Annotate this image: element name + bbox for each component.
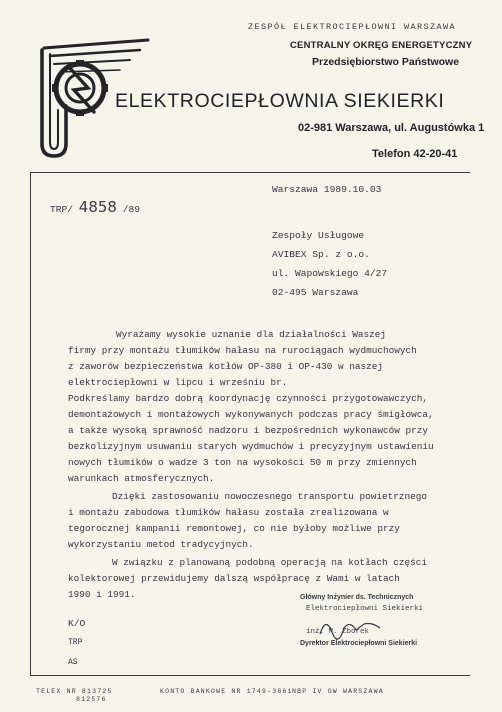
reference-suffix: /89: [122, 204, 141, 215]
handwritten-signature-icon: [316, 614, 386, 640]
letterhead-address: 02-981 Warszawa, ul. Augustówka 1: [298, 122, 485, 134]
body-line: nowych tłumików o wadze 3 ton na wysokości 50 m przy zmiennych: [68, 457, 417, 468]
recipient-line: ul. Wapowskiego 4/27: [272, 268, 388, 279]
letter-date: Warszawa 1989.10.03: [272, 184, 382, 195]
letterhead-title: ELEKTROCIEPŁOWNIA SIEKIERKI: [115, 90, 445, 112]
footer-bank-name: NBP IV OW WARSZAWA: [292, 688, 384, 695]
body-line: demontażowych i montażowych wykonywanych podczas pracy śmigłowca,: [68, 409, 434, 420]
signature-stamp-line: Elektrociepłowni Siekierki: [306, 605, 424, 613]
reference-prefix: TRP/: [50, 204, 74, 215]
body-line: warunkach atmosferycznych.: [68, 473, 215, 484]
org-name-line2: CENTRALNY OKRĘG ENERGETYCZNY: [290, 40, 473, 51]
body-line: 1990 i 1991.: [68, 589, 136, 600]
reference-number: [50, 198, 140, 216]
frame-left-rule: [30, 172, 31, 675]
body-line: firmy przy montażu tłumików hałasu na rurociągach wydmuchowych: [68, 345, 417, 356]
body-line: W związku z planowaną podobną operacją na kotłach części: [112, 557, 428, 568]
frame-top-rule: [30, 172, 470, 173]
body-line: kolektorowej przewidujemy dalszą współpracę z Wami w latach: [68, 573, 400, 584]
body-line: i montażu zabudowa tłumików hałasu została zrealizowana w: [68, 507, 389, 518]
body-line: wykorzystaniu metod tradycyjnych.: [68, 539, 254, 550]
signature-stamp-line: Dyrektor Elektrociepłowni Siekierki: [300, 640, 418, 647]
body-line: elektrociepłowni w lipcu i wrześniu br.: [68, 377, 288, 388]
reference-handwritten-number: 4858: [78, 198, 117, 216]
recipient-line: 02-495 Warszawa: [272, 287, 359, 298]
org-name-line1: ZESPÓŁ ELEKTROCIEPŁOWNI WARSZAWA: [248, 22, 457, 32]
recipient-line: AVIBEX Sp. z o.o.: [272, 249, 370, 260]
copy-recipient: AS: [68, 658, 78, 667]
copy-recipient: TRP: [68, 638, 83, 647]
body-line: Podkreślamy bardzo dobrą koordynację czynności przygotowawczych,: [68, 393, 429, 404]
org-name-line3: Przedsiębiorstwo Państwowe: [312, 56, 460, 68]
footer-telex: TELEX NR 813725: [36, 688, 113, 695]
signature-stamp-line: Główny Inżynier ds. Technicznych: [300, 594, 414, 601]
copy-recipient: K/O: [68, 618, 86, 629]
body-line: a także wysoką sprawność nadzoru i bezpośrednich wykonawców przy: [68, 425, 429, 436]
body-line: Wyrażamy wysokie uznanie dla działalności Waszej: [116, 329, 387, 340]
recipient-line: Zespoły Usługowe: [272, 230, 365, 241]
letterhead-phone: Telefon 42-20-41: [372, 148, 458, 160]
body-line: Dzięki zastosowaniu nowoczesnego transportu powietrznego: [112, 491, 428, 502]
footer-telex-2: 812576: [76, 696, 107, 703]
body-line: z zaworów bezpieczeństwa kotłów OP-380 i OP-430 w naszej: [68, 361, 384, 372]
body-line: tegorocznej kampanii remontowej, co nie byłoby możliwe przy: [68, 523, 400, 534]
footer-bank-account: KONTO BANKOWE NR 1749-3861: [160, 688, 293, 695]
body-line: bezkolizyjnym usuwaniu starych wydmuchów i precyzyjnym ustawieniu: [68, 441, 434, 452]
frame-bottom-rule: [30, 675, 470, 676]
signed-name: inż. M. Zborek: [306, 628, 370, 636]
